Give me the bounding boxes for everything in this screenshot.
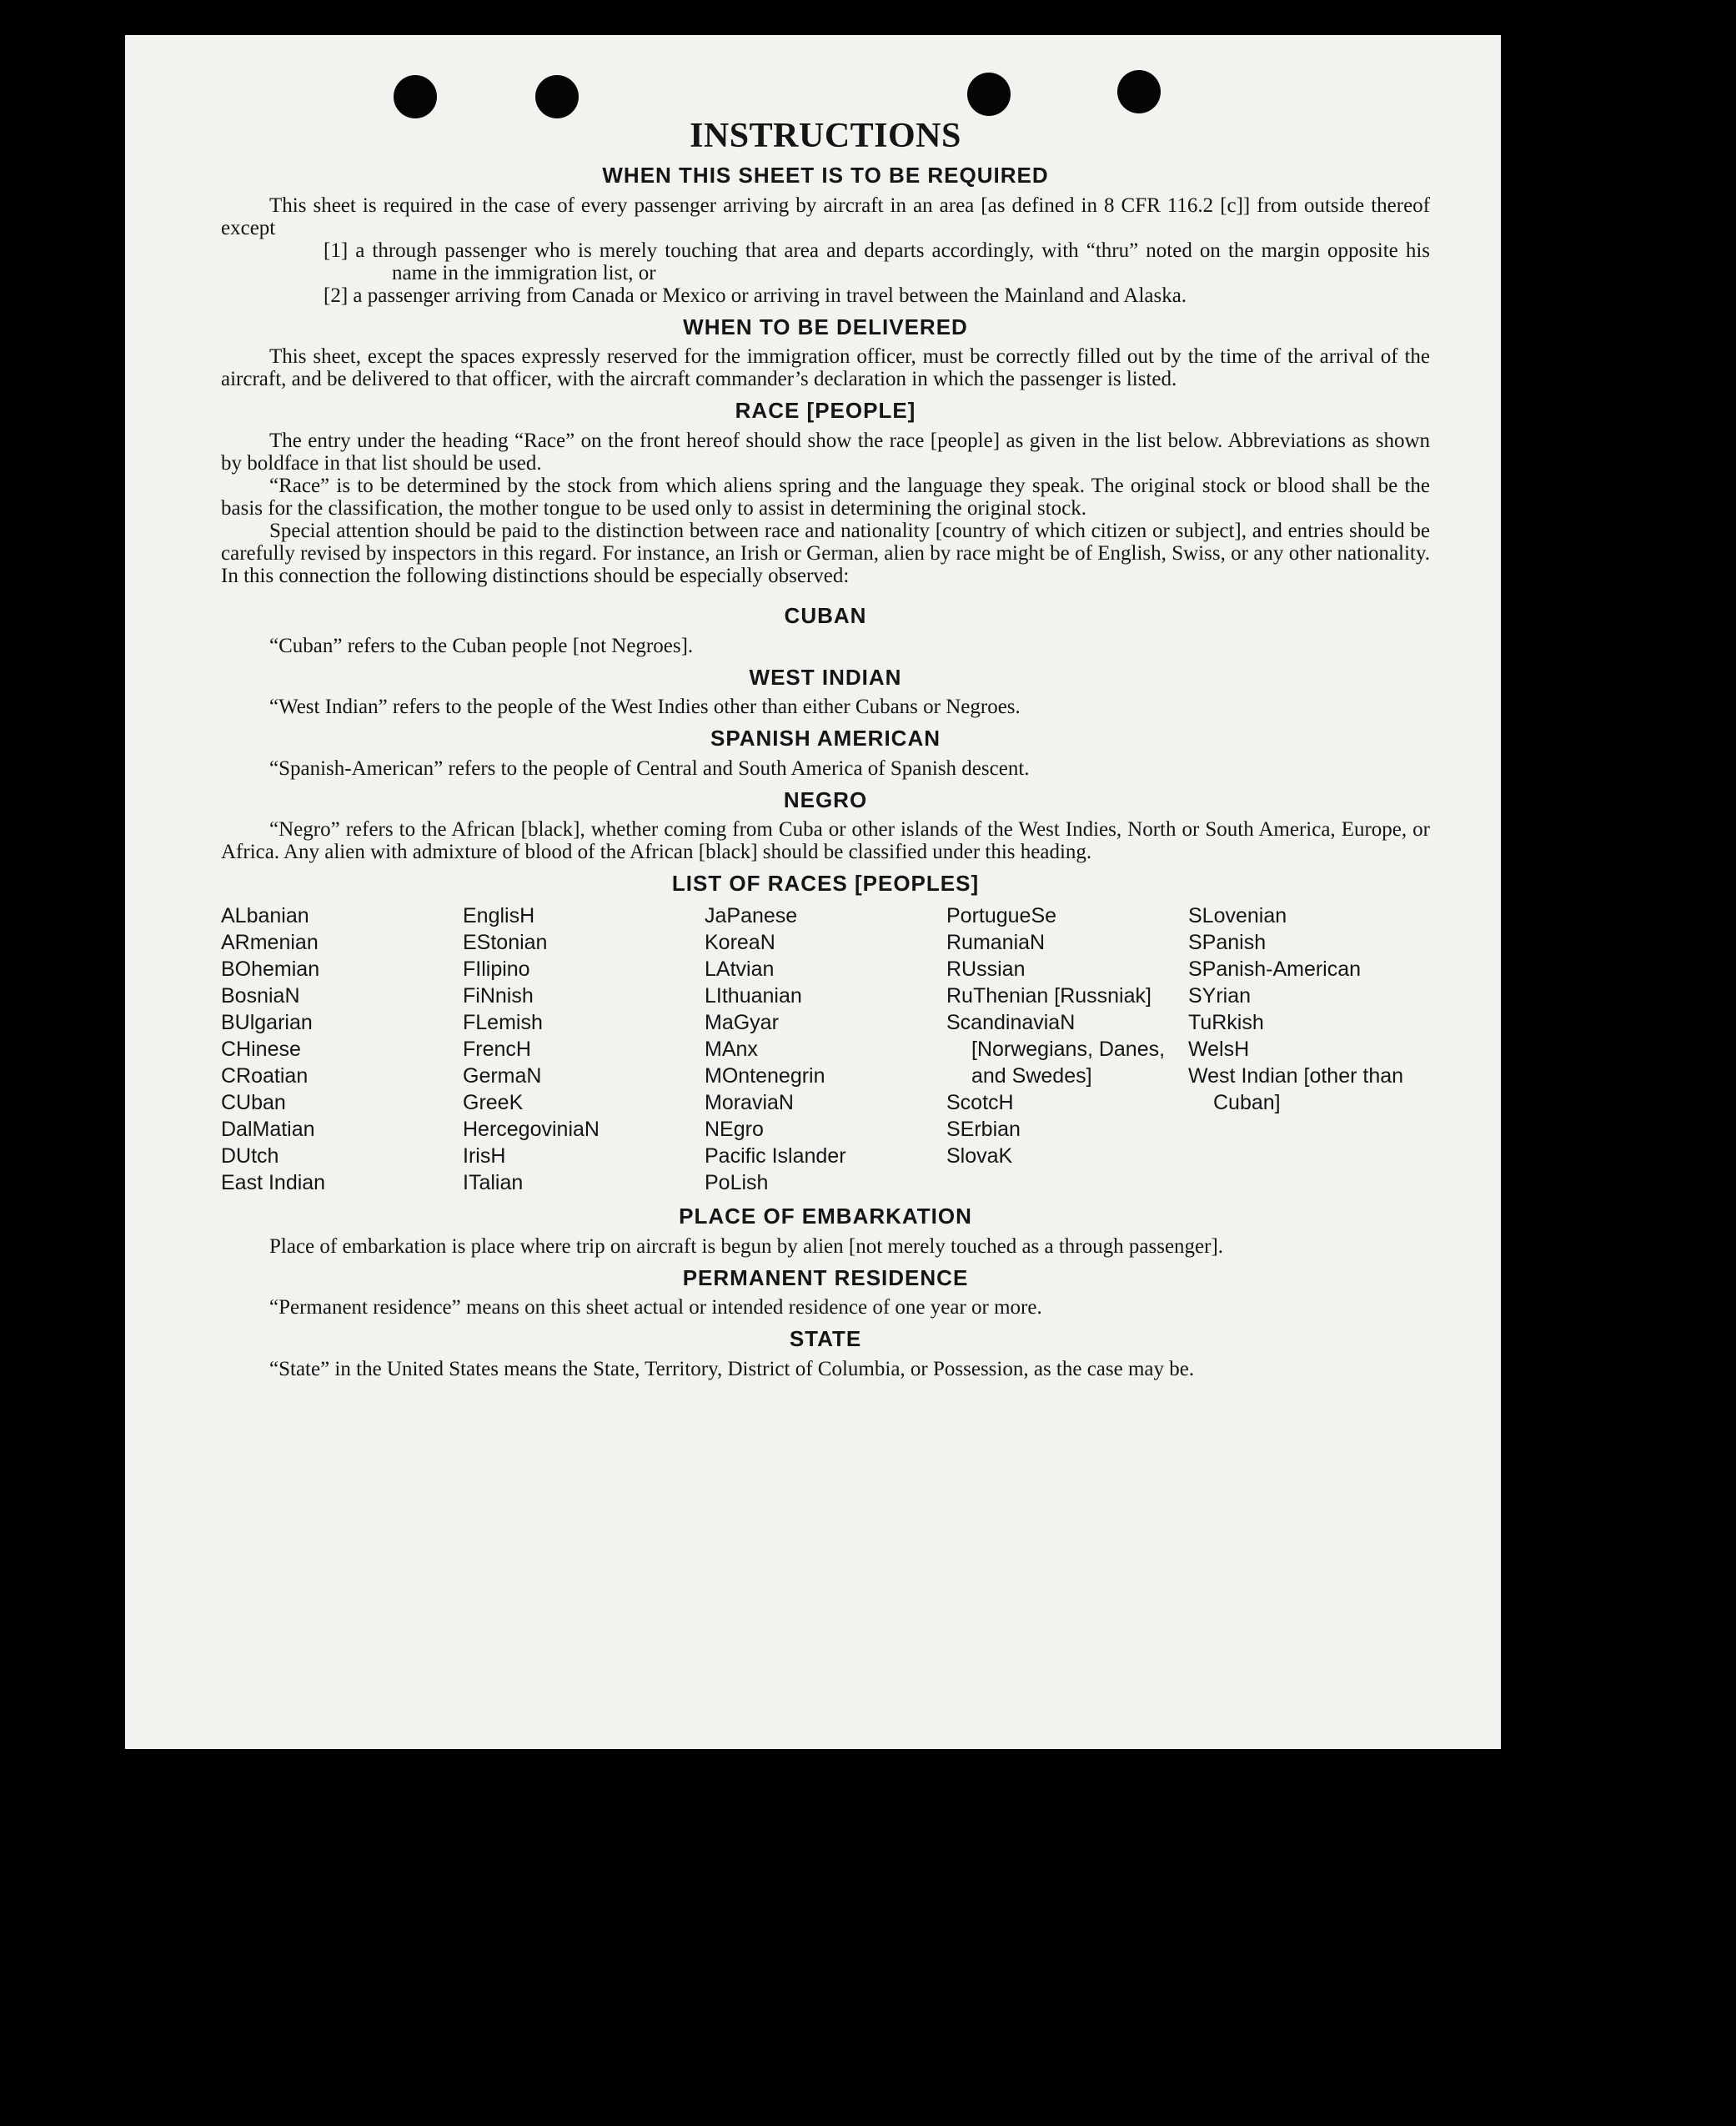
race-paragraph-1: The entry under the heading “Race” on the front hereof should show the race [people] as given in the list below. Abbreviations as shown by boldface in that list should be used.: [221, 429, 1430, 475]
punch-hole: [535, 75, 579, 118]
race-column-1: [221, 902, 463, 1196]
list-item: EStonian: [463, 930, 548, 954]
required-item-2: [2] a passenger arriving from Canada or Mexico or arriving in travel between the Mainland and Alaska.: [324, 284, 1187, 307]
list-item: ScandinaviaN [Norwegians, Danes, and Swedes]: [946, 1010, 1166, 1088]
list-item: East Indian: [221, 1170, 326, 1194]
heading-embarkation: PLACE OF EMBARKATION: [679, 1203, 972, 1229]
list-item: FiNnish: [463, 983, 534, 1008]
list-item: BUlgarian: [221, 1010, 313, 1034]
list-item: DUtch: [221, 1143, 279, 1168]
punch-hole: [1117, 70, 1161, 113]
west-indian-text: “West Indian” refers to the people of the West Indies other than either Cubans or Negroes.: [269, 696, 1021, 719]
required-item-1: [1] a through passenger who is merely touching that area and departs accordingly, with “thru” noted on the margin opposite his name in the immigration list, or: [324, 239, 1430, 284]
list-item: Pacific Islander: [705, 1143, 846, 1168]
required-intro: This sheet is required in the case of every passenger arriving by aircraft in an area [as defined in 8 CFR 116.2 [c]] from outside thereof except: [221, 194, 1430, 239]
list-item: ALbanian: [221, 903, 309, 927]
list-item: MAnx: [705, 1037, 758, 1061]
race-list: [221, 902, 1430, 1196]
list-item: ITalian: [463, 1170, 524, 1194]
state-text: “State” in the United States means the State, Territory, District of Columbia, or Possession, as the case may be.: [269, 1357, 1195, 1380]
list-item: SPanish: [1188, 930, 1267, 954]
list-item: BOhemian: [221, 957, 320, 981]
list-item: SYrian: [1188, 983, 1252, 1008]
list-item: CUban: [221, 1090, 286, 1114]
heading-cuban: CUBAN: [784, 602, 867, 628]
heading-delivered: WHEN TO BE DELIVERED: [683, 314, 968, 339]
list-item: FIlipino: [463, 957, 530, 981]
list-item: IrisH: [463, 1143, 506, 1168]
list-item: SlovaK: [946, 1143, 1013, 1168]
list-item: DalMatian: [221, 1117, 315, 1141]
list-item: RumaniaN: [946, 930, 1046, 954]
race-column-4: [946, 902, 1188, 1196]
list-item: NEgro: [705, 1117, 764, 1141]
list-item: GreeK: [463, 1090, 524, 1114]
heading-race: RACE [PEOPLE]: [735, 398, 916, 424]
list-item: TuRkish: [1188, 1010, 1264, 1034]
heading-spanish-american: SPANISH AMERICAN: [710, 726, 941, 751]
list-item: MOntenegrin: [705, 1063, 825, 1088]
heading-negro: NEGRO: [783, 787, 868, 812]
list-item: ScotcH: [946, 1090, 1014, 1114]
list-item: SLovenian: [1188, 903, 1287, 927]
list-item: MaGyar: [705, 1010, 779, 1034]
list-item: SErbian: [946, 1117, 1021, 1141]
list-item: PoLish: [705, 1170, 769, 1194]
list-item: LIthuanian: [705, 983, 802, 1008]
cuban-text: “Cuban” refers to the Cuban people [not Negroes].: [269, 634, 694, 657]
list-item: JaPanese: [705, 903, 798, 927]
list-item: KoreaN: [705, 930, 775, 954]
list-item: CHinese: [221, 1037, 301, 1061]
page-title: INSTRUCTIONS: [690, 117, 961, 155]
list-item: WelsH: [1188, 1037, 1250, 1061]
race-paragraph-2: “Race” is to be determined by the stock from which aliens spring and the language they speak. The original stock or blood shall be the basis for the classification, the mother tongue to be used only to assist in determining the original stock.: [221, 474, 1430, 520]
list-item: MoraviaN: [705, 1090, 794, 1114]
heading-west-indian: WEST INDIAN: [749, 664, 902, 690]
heading-state: STATE: [789, 1326, 862, 1352]
list-item: GermaN: [463, 1063, 542, 1088]
punch-hole: [394, 75, 437, 118]
list-item: FLemish: [463, 1010, 543, 1034]
residence-text: “Permanent residence” means on this sheet actual or intended residence of one year or more.: [269, 1296, 1042, 1319]
race-column-2: [463, 902, 705, 1196]
list-item: EnglisH: [463, 903, 535, 927]
instructions-content: [221, 117, 1430, 1380]
list-item: ARmenian: [221, 930, 319, 954]
punch-hole: [967, 73, 1011, 116]
spanish-american-text: “Spanish-American” refers to the people of Central and South America of Spanish descent.: [269, 756, 1030, 780]
heading-list-of-races: LIST OF RACES [PEOPLES]: [671, 871, 980, 897]
list-item: BosniaN: [221, 983, 300, 1008]
race-column-5: [1188, 902, 1430, 1196]
list-item: FrencH: [463, 1037, 531, 1061]
delivered-text: This sheet, except the spaces expressly reserved for the immigration officer, must be correctly filled out by the time of the arrival of the aircraft, and be delivered to that officer, with the aircraft commander’s declaration in which the passenger is listed.: [221, 345, 1430, 391]
negro-text: “Negro” refers to the African [black], whether coming from Cuba or other islands of the West Indies, North or South America, Europe, or Africa. Any alien with admixture of blood of the African [black] should be classified under this heading.: [221, 818, 1430, 864]
list-item: RUssian: [946, 957, 1026, 981]
race-column-3: [705, 902, 946, 1196]
list-item: HercegoviniaN: [463, 1117, 600, 1141]
race-paragraph-3: Special attention should be paid to the distinction between race and nationality [country of which citizen or subject], and entries should be carefully revised by inspectors in this regard. For instance, an Irish or German, alien by race might be of English, Swiss, or any other nationality. In this connection the following distinctions should be especially observed:: [221, 519, 1430, 587]
list-item: CRoatian: [221, 1063, 309, 1088]
list-item: West Indian [other than Cuban]: [1188, 1063, 1404, 1114]
list-item: LAtvian: [705, 957, 775, 981]
heading-residence: PERMANENT RESIDENCE: [682, 1264, 969, 1290]
list-item: RuThenian [Russniak]: [946, 983, 1151, 1008]
heading-required: WHEN THIS SHEET IS TO BE REQUIRED: [602, 163, 1049, 188]
list-item: PortugueSe: [946, 903, 1057, 927]
embarkation-text: Place of embarkation is place where trip on aircraft is begun by alien [not merely touched as a through passenger].: [269, 1234, 1224, 1258]
list-item: SPanish-American: [1188, 957, 1362, 981]
